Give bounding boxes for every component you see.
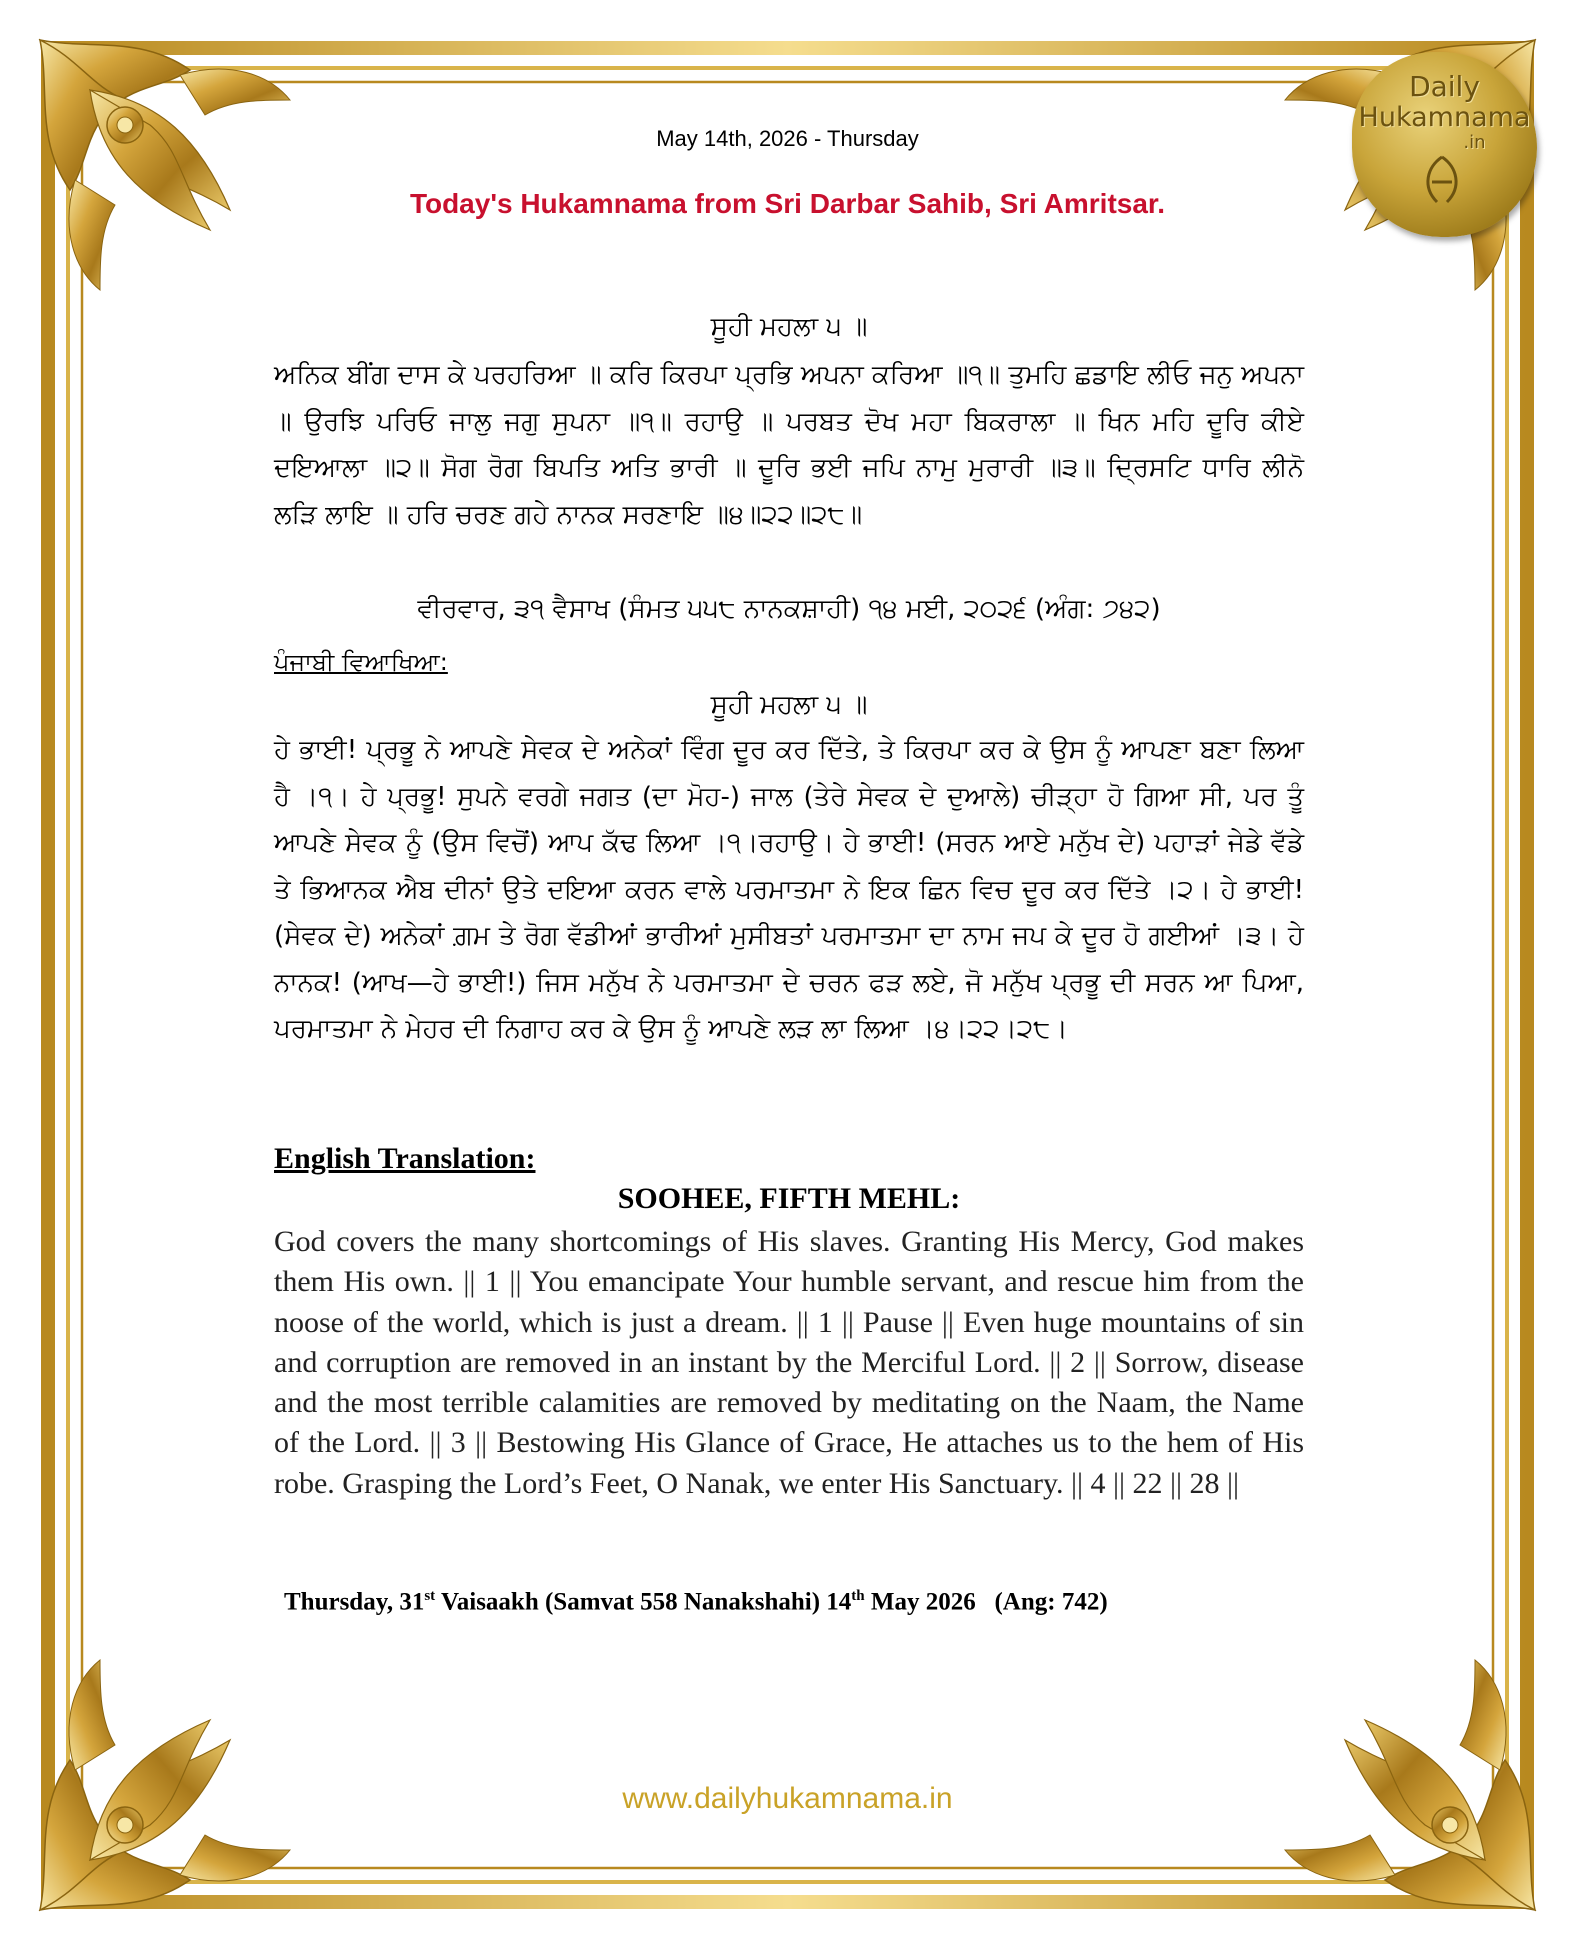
daily-hukamnama-logo [1352,52,1537,237]
khanda-icon [1407,152,1477,212]
page-headline: Today's Hukamnama from Sri Darbar Sahib, Sri Amritsar. [409,188,1166,219]
logo-text-daily: Daily [1409,70,1480,103]
english-date-line: Thursday, 31st Vaisaakh (Samvat 558 Nanakshahi) 14th May 2026 (Ang: 742) [284,1588,1108,1616]
date-line: May 14th, 2026 - Thursday [656,126,919,151]
punjabi-title: ਸੂਹੀ ਮਹਲਾ ੫ ॥ [710,690,868,720]
punjabi-explanation: ਹੇ ਭਾਈ! ਪ੍ਰਭੂ ਨੇ ਆਪਣੇ ਸੇਵਕ ਦੇ ਅਨੇਕਾਂ ਵਿੰਗ ਦੂਰ ਕਰ ਦਿੱਤੇ, ਤੇ ਕਿਰਪਾ ਕਰ ਕੇ ਉਸ ਨੂੰ ਆਪਣਾ ਬਣਾ ਲਿਆ ਹੈ ।੧। ਹੇ ਪ੍ਰਭੂ! ਸੁਪਨੇ ਵਰਗੇ ਜਗਤ (ਦਾ ਮੋਹ-) ਜਾਲ (ਤੇਰੇ ਸੇਵਕ ਦੇ ਦੁਆਲੇ) ਚੀੜ੍ਹਾ ਹੋ ਗਿਆ ਸੀ, ਪਰ ਤੂੰ ਆਪਣੇ ਸੇਵਕ ਨੂੰ (ਉਸ ਵਿਚੋਂ) ਆਪ ਕੱਢ ਲਿਆ ।੧।ਰਹਾਉ। ਹੇ ਭਾਈ! (ਸਰਨ ਆਏ ਮਨੁੱਖ ਦੇ) ਪਹਾੜਾਂ ਜੇਡੇ ਵੱਡੇ ਤੇ ਭਿਆਨਕ ਐਬ ਦੀਨਾਂ ਉਤੇ ਦਇਆ ਕਰਨ ਵਾਲੇ ਪਰਮਾਤਮਾ ਨੇ ਇਕ ਛਿਨ ਵਿਚ ਦੂਰ ਕਰ ਦਿੱਤੇ ।੨। ਹੇ ਭਾਈ! (ਸੇਵਕ ਦੇ) ਅਨੇਕਾਂ ਗ਼ਮ ਤੇ ਰੋਗ ਵੱਡੀਆਂ ਭਾਰੀਆਂ ਮੁਸੀਬਤਾਂ ਪਰਮਾਤਮਾ ਦਾ ਨਾਮ ਜਪ ਕੇ ਦੂਰ ਹੋ ਗਈਆਂ ।੩। ਹੇ ਨਾਨਕ! (ਆਖ—ਹੇ ਭਾਈ!) ਜਿਸ ਮਨੁੱਖ ਨੇ ਪਰਮਾਤਮਾ ਦੇ ਚਰਨ ਫੜ ਲਏ, ਜੋ ਮਨੁੱਖ ਪ੍ਰਭੂ ਦੀ ਸਰਨ ਆ ਪਿਆ, ਪਰਮਾਤਮਾ ਨੇ ਮੇਹਰ ਦੀ ਨਿਗਾਹ ਕਰ ਕੇ ਉਸ ਨੂੰ ਆਪਣੇ ਲੜ ਲਾ ਲਿਆ ।੪।੨੨।੨੮। [274,735,1304,1044]
gurbani-title: ਸੂਹੀ ਮਹਲਾ ੫ ॥ [710,312,868,342]
gurbani-text: ਅਨਿਕ ਬੀਂਗ ਦਾਸ ਕੇ ਪਰਹਰਿਆ ॥ ਕਰਿ ਕਿਰਪਾ ਪ੍ਰਭਿ ਅਪਨਾ ਕਰਿਆ ॥੧॥ ਤੁਮਹਿ ਛਡਾਇ ਲੀਓ ਜਨੁ ਅਪਨਾ ॥ ਉਰਝਿ ਪਰਿਓ ਜਾਲੁ ਜਗੁ ਸੁਪਨਾ ॥੧॥ ਰਹਾਉ ॥ ਪਰਬਤ ਦੋਖ ਮਹਾ ਬਿਕਰਾਲਾ ॥ ਖਿਨ ਮਹਿ ਦੂਰਿ ਕੀਏ ਦਇਆਲਾ ॥੨॥ ਸੋਗ ਰੋਗ ਬਿਪਤਿ ਅਤਿ ਭਾਰੀ ॥ ਦੂਰਿ ਭਈ ਜਪਿ ਨਾਮੁ ਮੁਰਾਰੀ ॥੩॥ ਦ੍ਰਿਸਟਿ ਧਾਰਿ ਲੀਨੋ ਲੜਿ ਲਾਇ ॥ ਹਰਿ ਚਰਣ ਗਹੇ ਨਾਨਕ ਸਰਣਾਇ ॥੪॥੨੨॥੨੮॥ [274,360,1304,530]
english-translation: God covers the many shortcomings of His slaves. Granting His Mercy, God makes them His own. || 1 || You emancipate Your humble servant, and rescue him from the noose of the world, which is just a dream. || 1 || Pause || Even huge mountains of sin and corruption are removed in an instant by the Merciful Lord. || 2 || Sorrow, disease and the most terrible calamities are removed by meditating on the Naam, the Name of the Lord. || 3 || Bestowing His Glance of Grace, He attaches us to the hem of His robe. Grasping the Lord’s Feet, O Nanak, we enter His Sanctuary. || 4 || 22 || 28 || [274,1225,1304,1500]
english-title: SOOHEE, FIFTH MEHL: [617,1182,961,1215]
logo-text-in: .in [1463,132,1486,153]
gurbani-date-line: ਵੀਰਵਾਰ, ੩੧ ਵੈਸਾਖ (ਸੰਮਤ ੫੫੮ ਨਾਨਕਸ਼ਾਹੀ) ੧੪ ਮਈ, ੨੦੨੬ (ਅੰਗ: ੭੪੨) [417,594,1161,624]
website-url[interactable]: www.dailyhukamnama.in [622,1782,953,1815]
english-heading: English Translation: [274,1142,536,1175]
logo-text-hukamnama: Hukamnama [1358,102,1531,133]
punjabi-heading: ਪੰਜਾਬੀ ਵਿਆਖਿਆ: [274,648,448,676]
